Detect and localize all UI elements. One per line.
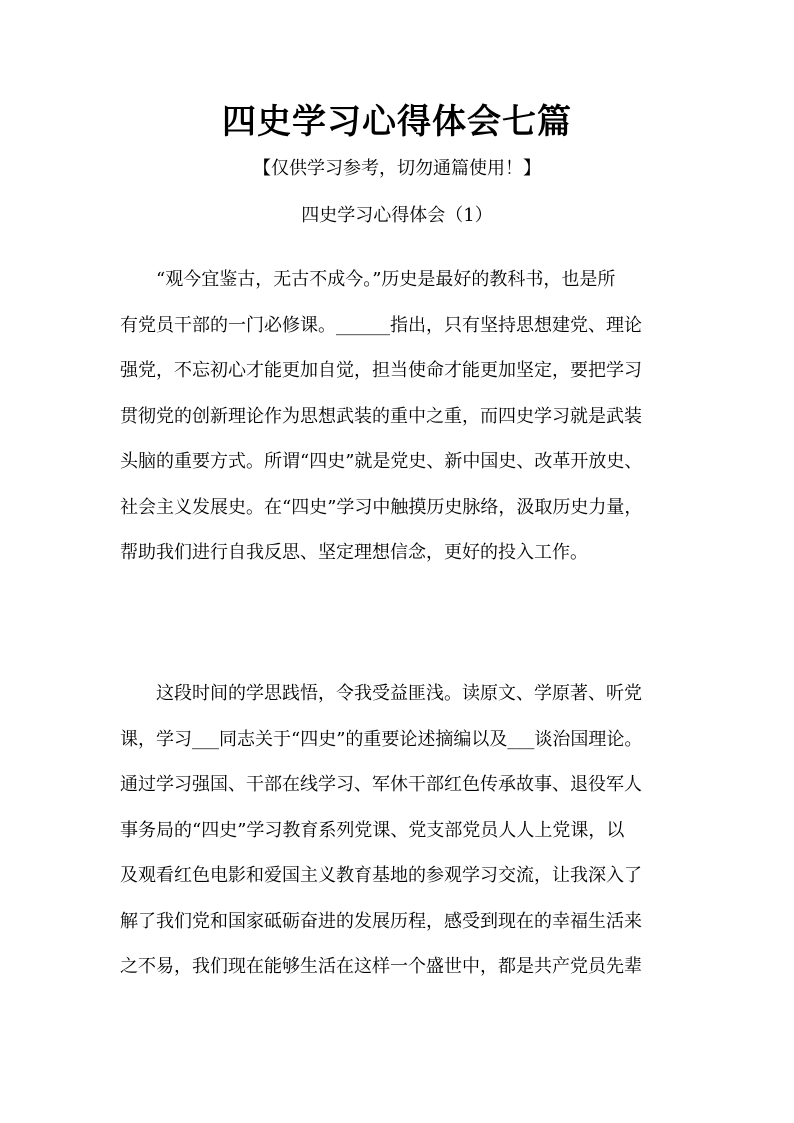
text-line: 之不易，我们现在能够生活在这样一个盛世中，都是共产党员先辈	[120, 956, 642, 977]
text-line: 贯彻党的创新理论作为思想武装的重中之重，而四史学习就是武装	[120, 405, 642, 427]
text-line: “观今宜鉴古，无古不成今。”历史是最好的教科书，也是所	[156, 269, 616, 290]
paragraph-2	[120, 680, 690, 999]
text-line: 强党，不忘初心才能更加自觉，担当使命才能更加坚定，要把学习	[120, 360, 642, 381]
text-line: 解了我们党和国家砥砺奋进的发展历程，感受到现在的幸福生活来	[120, 910, 642, 932]
document-title: 四史学习心得体会七篇	[222, 102, 572, 142]
section-title: 四史学习心得体会（1）	[301, 205, 493, 226]
text-line: 事务局的“四史”学习教育系列党课、党支部党员人人上党课，以	[120, 819, 625, 841]
paragraph-1	[120, 266, 690, 585]
usage-note: 【仅供学习参考，切勿通篇使用！】	[253, 158, 541, 179]
text-line: 课，学习___同志关于“四史”的重要论述摘编以及___谈治国理论。	[120, 728, 643, 750]
text-line: 通过学习强国、干部在线学习、军休干部红色传承故事、退役军人	[120, 774, 642, 795]
text-line: 及观看红色电影和爱国主义教育基地的参观学习交流，让我深入了	[120, 865, 642, 886]
text-line: 帮助我们进行自我反思、坚定理想信念，更好的投入工作。	[120, 542, 588, 563]
text-line: 这段时间的学思践悟，令我受益匪浅。读原文、学原著、听党	[156, 683, 642, 704]
text-line: 头脑的重要方式。所谓“四史”就是党史、新中国史、改革开放史、	[120, 451, 643, 472]
text-line: 有党员干部的一门必修课。______指出，只有坚持思想建党、理论	[120, 314, 642, 336]
text-line: 社会主义发展史。在“四史”学习中触摸历史脉络，汲取历史力量，	[120, 496, 643, 518]
